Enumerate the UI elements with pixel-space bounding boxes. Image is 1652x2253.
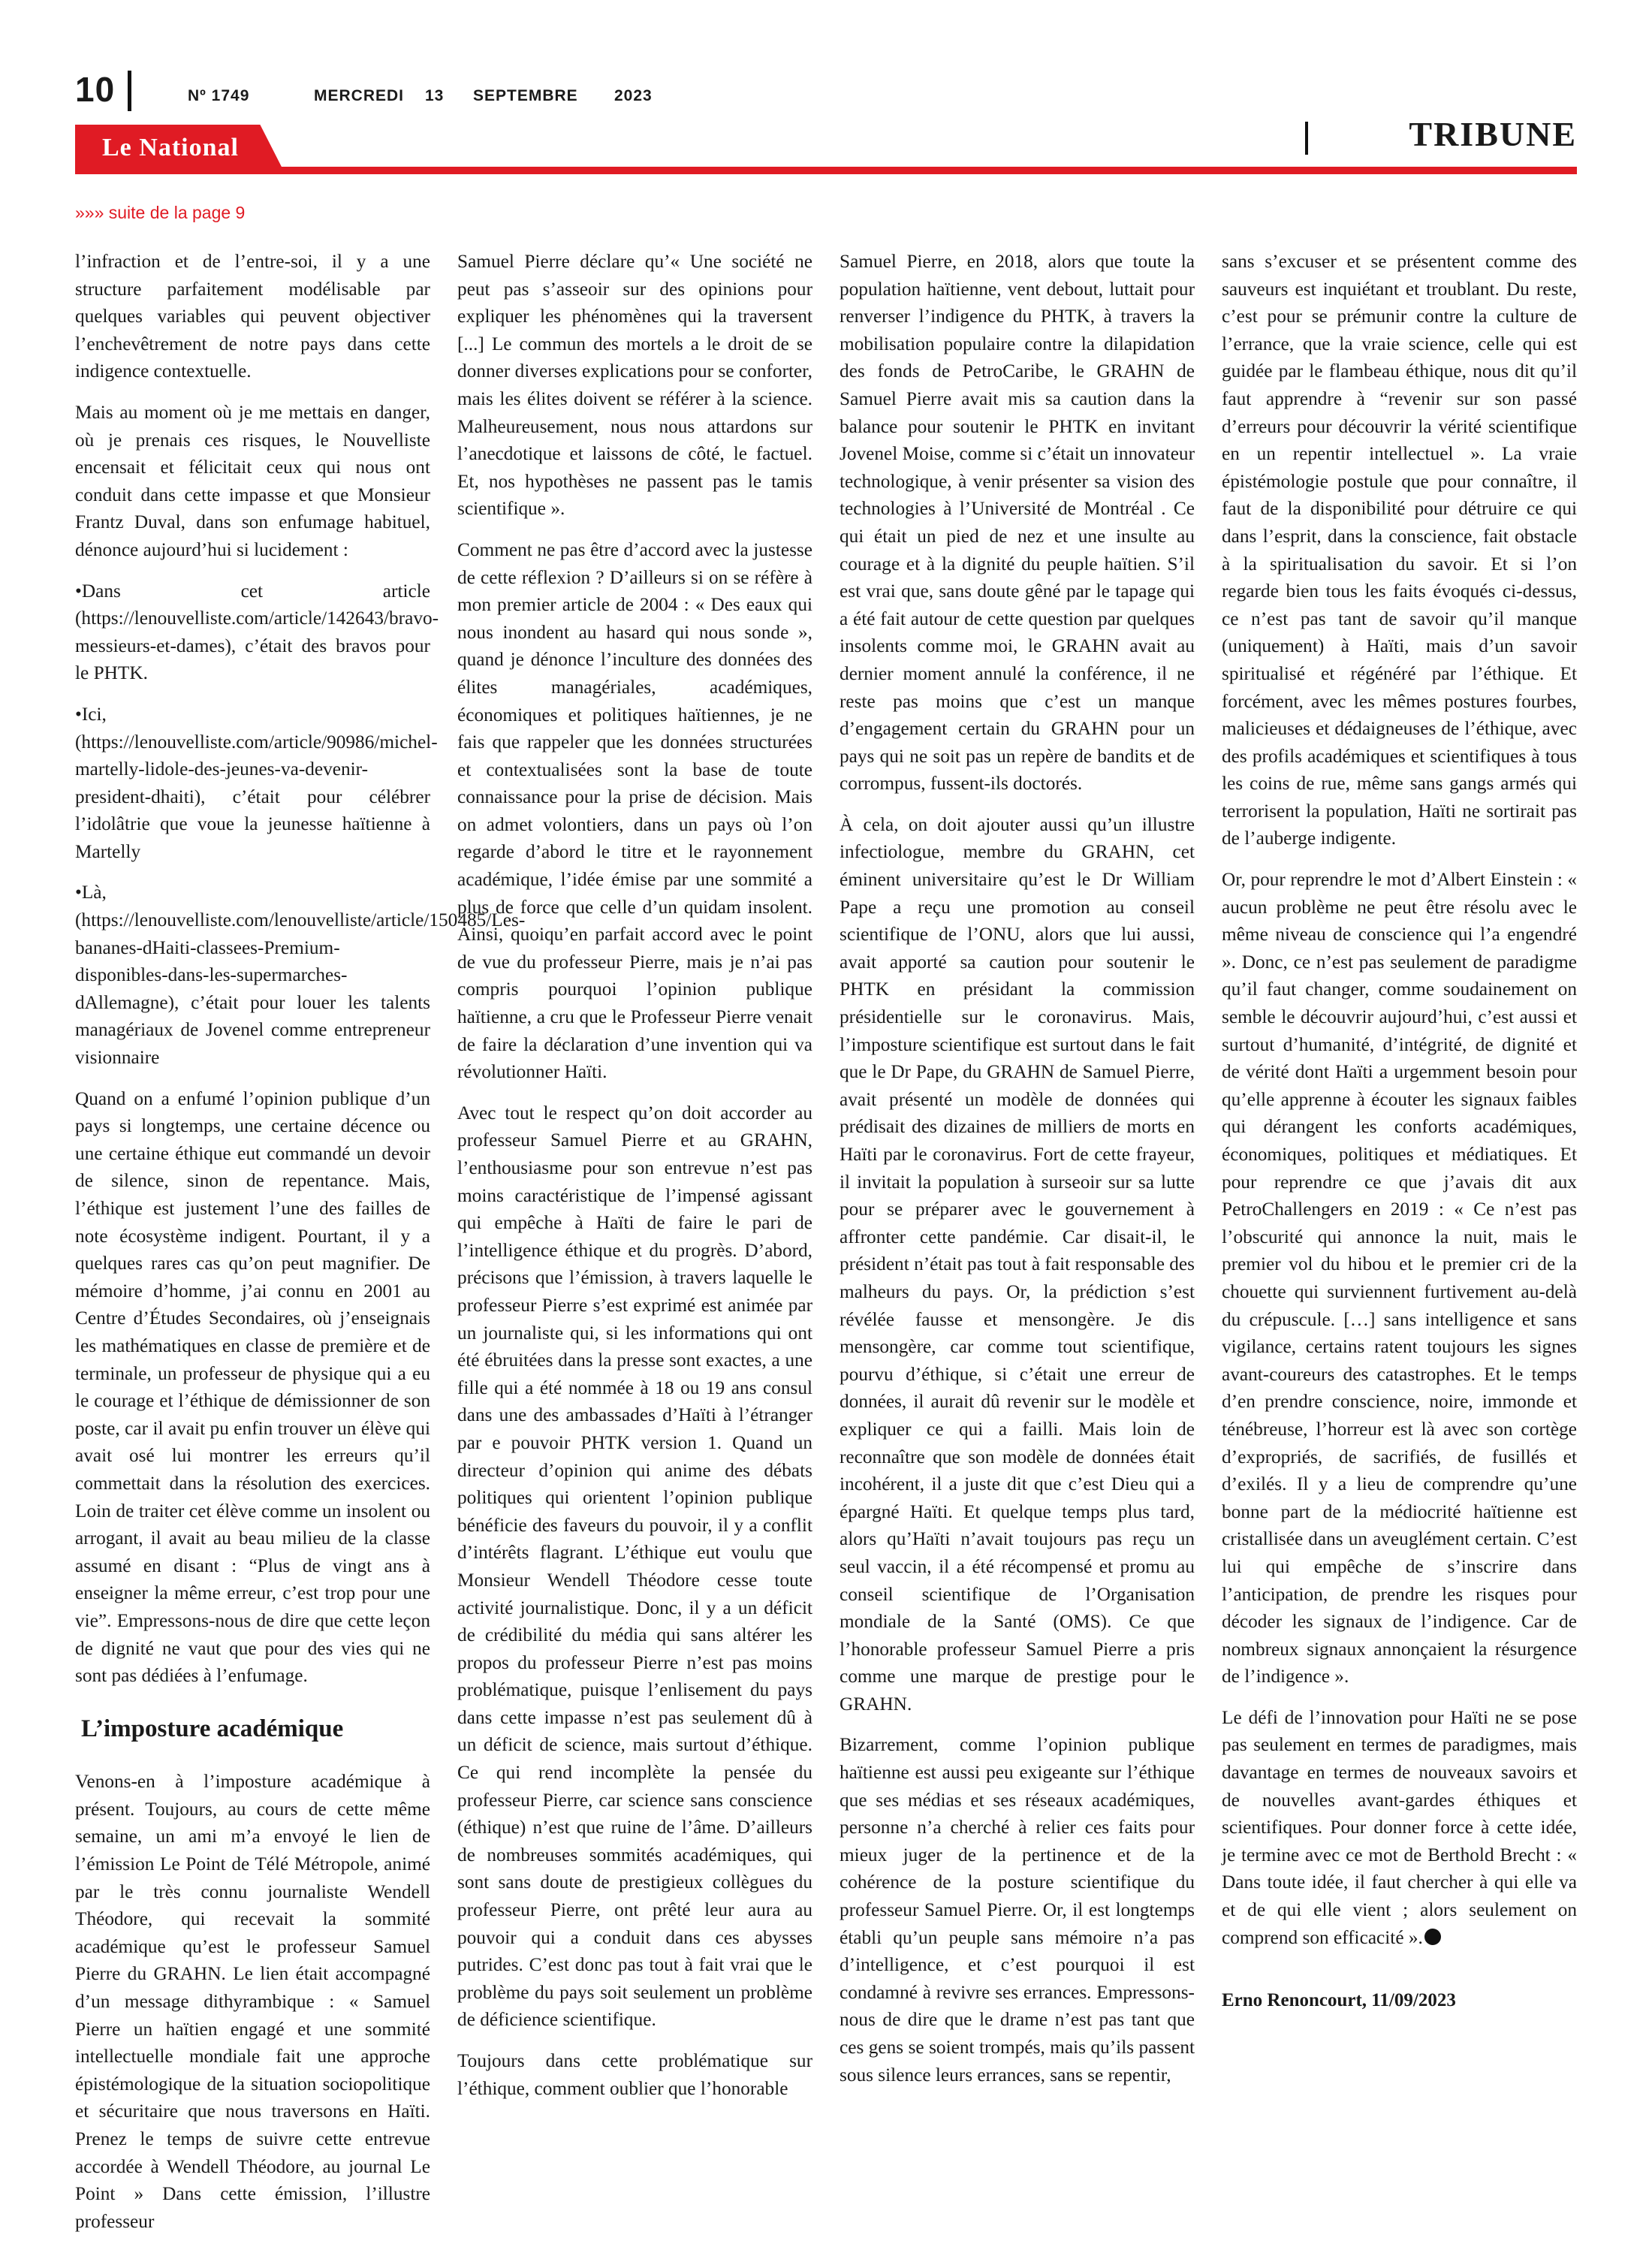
paragraph: •Dans cet article (https://lenouvelliste.com/article/142643/bravo-messieurs-et-dames), c’était des bravos pour le PHTK. (75, 580, 439, 684)
paragraph: À cela, on doit ajouter aussi qu’un illustre infectiologue, membre du GRAHN, cet éminent universitaire qu’est le Dr William Pape a reçu une promotion au conseil scientifique de l’ONU, alors que lui aussi, avait apporté sa caution pour soutenir le PHTK en présidant la commission présidentielle sur le coronavirus. Mais, l’imposture scientifique est surtout dans le fait que le Dr Pape, du GRAHN de Samuel Pierre, avait présenté un modèle de données qui prédisait des dizaines de milliers de morts en Haïti par le coronavirus. Fort de cette frayeur, il invitait la population à surseoir sur sa lutte pour se préparer avec le gouvernement à affronter cette pandémie. Car disait-il, le président n’était pas tout à fait responsable des malheurs du pays. Or, la prédiction s’est révélée fausse et mensongère. Je dis mensongère, car comme tout scientifique, pourvu d’éthique, si c’était une erreur de données, il aurait dû revenir sur le modèle et expliquer ce qui a failli. Mais loin de reconnaître que son modèle de données était incohérent, il a juste dit que c’est Dieu qui a épargné Haïti. Et quelque temps plus tard, alors qu’Haïti n’avait toujours pas reçu un seul vaccin, il a été récompensé et promu au conseil scientifique de l’Organisation mondiale de la Santé (OMS). Ce que l’honorable professeur Samuel Pierre a pris comme une marque de prestige pour le GRAHN. (840, 813, 1195, 1715)
paragraph: Samuel Pierre, en 2018, alors que toute la population haïtienne, vent debout, luttait pour renverser l’indigence du PHTK, à travers la mobilisation populaire contre la dilapidation des fonds de PetroCaribe, le GRAHN de Samuel Pierre avait mis sa caution dans la balance pour soutenir le PHTK en invitant Jovenel Moise, comme si c’était un innovateur technologique, à venir présenter sa vision des technologies à l’Université de Montréal . Ce qui était un pied de nez et une insulte au courage et à la dignité du peuple haïtien. S’il est vrai que, sans doute gêné par le tapage qui a été fait autour de cette question par quelques insolents comme moi, le GRAHN avait au dernier moment annulé la conférence, il ne reste pas moins que c’est un manque d’engagement certain du GRAHN pour un pays qui ne soit pas un repère de bandits et de corrompus, fussent-ils doctorés. (840, 251, 1195, 795)
paragraph: Venons-en à l’imposture académique à présent. Toujours, au cours de cette même semaine, un ami m’a envoyé le lien de l’émission Le Point de Télé Métropole, animé par le très connu journaliste Wendell Théodore, qui recevait la sommité académique qu’est le professeur Samuel Pierre du GRAHN. Le lien était accompagné d’un message dithyrambique : « Samuel Pierre un haïtien engagé et une sommité intellectuelle mondiale fait une approche épistémologique de la situation sociopolitique et sécuritaire que nous traversons en Haïti. Prenez le temps de suivre cette entrevue accordée à Wendell Théodore, au journal Le Point » Dans cette émission, l’illustre professeur (75, 1771, 430, 2232)
paragraph: Comment ne pas être d’accord avec la justesse de cette réflexion ? D’ailleurs si on se réfère à mon premier article de 2004 : « Des eaux qui nous inondent au hasard qui nous sonde », quand je dénonce l’inculture des données des élites managériales, académiques, économiques et politiques haïtiennes, je ne fais que rappeler que les données structurées et contextualisées sont la base de toute connaissance pour la prise de décision. Mais on admet volontiers, dans un pays où l’on regarde d’abord le titre et le rayonnement académique, l’idée émise par une sommité a plus de force que celle d’un quidam insolent. Ainsi, quoiqu’en parfait accord avec le point de vue du professeur Pierre, mais je n’ai pas compris pourquoi l’opinion publique haïtienne, a cru que le Professeur Pierre venait de faire la déclaration d’une invention qui va révolutionner Haïti. (457, 538, 812, 1083)
author-signature: Erno Renoncourt, 11/09/2023 (1222, 1990, 1456, 2011)
paragraph: •Là,(https://lenouvelliste.com/lenouvelliste/article/150485/Les-bananes-dHaiti-classees-Premium-disponibles-dans-les-supermarches-dAllemagne), c’était pour louer les talents managériaux de Jovenel comme entrepreneur visionnaire (75, 882, 526, 1069)
article-column-1 (75, 248, 526, 2235)
date-weekday: MERCREDI (314, 87, 405, 104)
paragraph: l’infraction et de l’entre-soi, il y a une structure parfaitement modélisable par quelques variables qui peuvent objectiver l’enchevêtrement de notre pays dans cette indigence contextuelle. (75, 251, 430, 382)
article-column-2 (457, 248, 812, 2102)
header-rule (75, 167, 1577, 174)
paragraph: •Ici,(https://lenouvelliste.com/article/90986/michel-martelly-lidole-des-jeunes-va-devenir-president-dhaiti), c’était pour célébrer l’idolâtrie que voue la jeunesse haïtienne à Martelly (75, 703, 438, 862)
publication-name: Le National (102, 134, 239, 161)
end-mark-icon (1424, 1929, 1441, 1945)
paragraph: Toujours dans cette problématique sur l’éthique, comment oublier que l’honorable (457, 2050, 812, 2099)
paragraph: Samuel Pierre déclare qu’« Une société ne peut pas s’asseoir sur des opinions pour expliquer les phénomènes qui la traversent [...] Le commun des mortels a le droit de se donner diverses explications pour se conforter, mais les élites doivent se référer à la science. Malheureusement, nous nous attardons sur l’anecdotique et laissons de côté, le factuel. Et, nos hypothèses ne passent pas le tamis scientifique ». (457, 251, 812, 520)
article-column-4 (1222, 248, 1577, 2015)
paragraph: Mais au moment où je me mettais en danger, où je prenais ces risques, le Nouvelliste encensait et félicitait ceux qui nous ont conduit dans cette impasse et que Monsieur Frantz Duval, dans son enfumage habituel, dénonce aujourd’hui si lucidement : (75, 401, 430, 560)
article-column-3 (840, 248, 1195, 2089)
subheading: L’imposture académique (81, 1715, 344, 1742)
section-divider (1305, 122, 1308, 155)
paragraph: sans s’excuser et se présentent comme des sauveurs est inquiétant et troublant. Du reste, c’est pour se prémunir contre la culture de l’errance, que la vraie science, celle qui est guidée par le flambeau éthique, nous dit qu’il faut apprendre à “revenir sur son passé d’erreurs pour découvrir la vérité scientifique en un repentir intellectuel ». La vraie épistémologie postule que pour connaître, il faut de la disponibilité pour détruire ce qui dans l’esprit, dans la conscience, fait obstacle à la spiritualisation du savoir. Et si l’on regarde bien tous les faits évoqués ci-dessus, ce n’est pas tant de savoir qu’il manque (uniquement) à Haïti, mais d’un savoir spiritualisé et régénéré par l’éthique. Et forcément, avec les mêmes postures fourbes, malicieuses et dédaigneuses de l’éthique, avec des profils académiques et scientifiques à tous les coins de rue, même sans gangs armés qui terrorisent la population, Haïti ne sortirait pas de l’auberge indigente. (1222, 251, 1577, 849)
section-title: TRIBUNE (1409, 115, 1577, 153)
issue-number: Nº 1749 (188, 87, 250, 104)
paragraph: Avec tout le respect qu’on doit accorder au professeur Samuel Pierre et au GRAHN, l’enthousiasme pour son entrevue n’est pas moins caractéristique de l’impensé agissant qui empêche à Haïti de faire le pari de l’intelligence éthique et du progrès. D’abord, précisons que l’émission, à travers laquelle le professeur Pierre s’est exprimé est animée par un journaliste qui, si les informations qui ont été ébruitées dans la presse sont exactes, a une fille qui a été nommée à 18 ou 19 ans consul dans une des ambassades d’Haïti à l’étranger par e pouvoir PHTK version 1. Quand un directeur d’opinion qui anime des débats politiques qui orientent l’opinion publique bénéficie des faveurs du pouvoir, il y a conflit d’intérêts flagrant. L’éthique eut voulu que Monsieur Wendell Théodore cesse toute activité journalistique. Donc, il y a un déficit de crédibilité du média qui sans altérer les propos du professeur Pierre n’est pas moins problématique, puisque l’enlisement du pays dans cette impasse n’est pas seulement dû à un déficit de science, mais surtout d’éthique. Ce qui rend incomplète la pensée du professeur Pierre, car science sans conscience (éthique) n’est que ruine de l’âme. D’ailleurs de nombreuses sommités académiques, qui sont sans doute de prestigieux collègues du professeur Pierre, ont prêté leur aura au pouvoir qui a conduit dans ces abysses putrides. C’est donc pas tout à fait vrai que le problème du pays soit seulement un problème de déficience scientifique. (457, 1102, 812, 2031)
paragraph-final (1222, 1704, 1577, 1951)
paragraph-text: Le défi de l’innovation pour Haïti ne se pose pas seulement en termes de paradigmes, mais davantage en termes de nouveaux savoirs et de nouvelles avant-gardes éthiques et scientifiques. Pour donner force à cette idée, je termine avec ce mot de Berthold Brecht : « Dans toute idée, il faut chercher à qui elle va et de qui elle vient ; alors seulement on comprend son efficacité ». (1222, 1706, 1577, 1948)
date-month: SEPTEMBRE (473, 87, 578, 104)
paragraph: Bizarrement, comme l’opinion publique haïtienne est aussi peu exigeante sur l’éthique que ses médias et ses réseaux académiques, personne n’a cherché à relier ces faits pour mieux juger de la pertinence et de la cohérence de la posture scientifique du professeur Samuel Pierre. Or, il est longtemps établi qu’un peuple sans mémoire n’a pas d’intelligence, et c’est pourquoi il est condamné à revivre ses errances. Empressons-nous de dire que le drame n’est pas tant que ces gens se soient trompés, mais qu’ils passent sous silence leurs errances, sans se repentir, (840, 1734, 1195, 2086)
paragraph: Quand on a enfumé l’opinion publique d’un pays si longtemps, une certaine décence ou une certaine éthique eut commandé un devoir de silence, sinon de repentance. Mais, l’éthique est justement l’une des failles de note écosystème indigent. Pourtant, il y a quelques rares cas qu’on peut magnifier. De mémoire d’homme, j’ai connu en 2001 au Centre d’Études Secondaires, où j’enseignais les mathématiques en classe de première et de terminale, un professeur de physique qui a eu le courage et l’éthique de démissionner de son poste, car il avait pu enfin trouver un élève qui avait osé lui montrer les erreurs qu’il commettait dans la résolution des exercices. Loin de traiter cet élève comme un insolent ou arrogant, il avait au beau milieu de la classe assumé en disant : “Plus de vingt ans à enseigner la même erreur, c’est trop pour une vie”. Empressons-nous de dire que cette leçon de dignité ne vaut que pour des vies qui ne sont pas dédiées à l’enfumage. (75, 1087, 430, 1687)
page-number: 10 (75, 70, 116, 109)
header-divider (128, 71, 131, 111)
paragraph: Or, pour reprendre le mot d’Albert Einstein : « aucun problème ne peut être résolu avec le même niveau de conscience qui l’a engendré ». Donc, ce n’est pas seulement de paradigme qu’il faut changer, comme soudainement on semble le découvrir aujourd’hui, c’est aussi et surtout d’humanité, d’intégrité, de dignité et de vérité dont Haïti a urgemment besoin pour qu’elle apprenne à écouter les signaux faibles qui dérangent les conforts académiques, économiques, politiques et médiatiques. Et pour reprendre ce que j’avais dit aux PetroChallengers en 2019 : « Ce n’est pas l’obscurité qui annonce la nuit, mais le premier vol du hibou et le premier cri de la chouette qui surviennent furtivement au-delà du crépuscule. […] sans intelligence et sans vigilance, certains ratent toujours les signes avant-coureurs des catastrophes. Et le temps d’en prendre conscience, noire, immonde et ténébreuse, l’horreur est là avec son cortège d’expropriés, de sacrifiés, de fusillés et d’exilés. Il y a lieu de comprendre qu’une bonne part de la médiocrité haïtienne est cristallisée dans un aveuglément certain. C’est lui qui empêche de s’inscrire dans l’anticipation, de prendre les risques pour décoder les signaux de l’indigence. Car de nombreux signaux annonçaient la résurgence de l’indigence ». (1222, 869, 1577, 1687)
continued-from: »»» suite de la page 9 (75, 203, 246, 222)
date-day: 13 (425, 87, 445, 104)
date-year: 2023 (614, 87, 653, 104)
